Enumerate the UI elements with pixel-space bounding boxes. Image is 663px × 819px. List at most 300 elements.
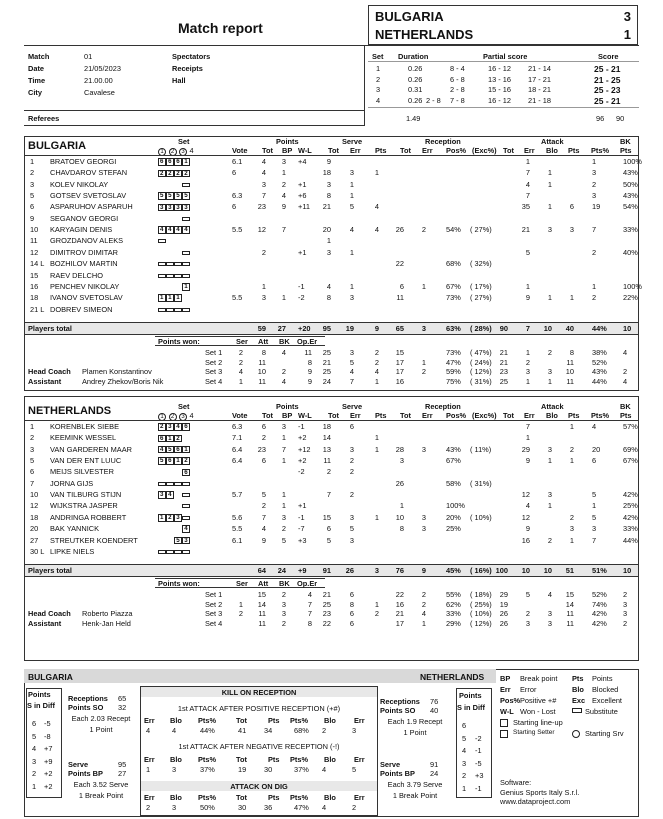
player-number: 30 L (30, 546, 45, 556)
col-reception: Reception (425, 402, 461, 411)
col-sub-header: Err (422, 411, 433, 420)
set-stat-cell: 21 (395, 609, 404, 619)
player-number: 20 (30, 524, 39, 534)
right-points-diff: -1 (475, 746, 482, 755)
stat-cell: 1 (374, 433, 379, 443)
col-sub-header: Err (350, 411, 361, 420)
stat-cell: 20 (322, 225, 331, 235)
player-name: VAN TILBURG STIJN (50, 490, 122, 500)
left-pbp-val: 27 (118, 769, 127, 778)
stat-cell: 15 (322, 512, 331, 522)
stat-cell: 2 (592, 293, 597, 303)
date-label: Date (28, 64, 45, 73)
legend-key: Exc (572, 696, 586, 705)
sets-cell: 1 (376, 64, 381, 73)
col-sub-header: Pts (375, 411, 387, 420)
set-stat-cell: 17 (395, 367, 404, 377)
total-cell: 45% (446, 566, 461, 576)
set-stat-cell: 26 (499, 619, 508, 628)
total-cell: +20 (298, 323, 311, 333)
player-number: 16 (30, 281, 39, 291)
player-name: LIPKE NIELS (50, 546, 95, 556)
set-stat-cell: 7 (307, 609, 312, 619)
kill-neg-val: 4 (322, 765, 327, 774)
stat-cell: 12 (521, 512, 530, 522)
stat-cell: 6 (349, 422, 354, 431)
stat-cell: 3 (349, 168, 354, 178)
set-stat-cell: 75% (446, 376, 461, 386)
col-sub-header: Err (350, 146, 361, 155)
total-cell: ( 16%) (470, 566, 492, 576)
kill-neg-title: 1st ATTACK AFTER NEGATIVE RECEPTION (-!) (178, 742, 340, 751)
set-stat-cell: 2 (525, 357, 530, 367)
dig-val: 47% (294, 803, 309, 812)
stat-cell: 26 (395, 478, 404, 488)
player-number: 12 (30, 247, 39, 257)
stat-cell: 18 (322, 422, 331, 431)
stat-cell: 1 (421, 281, 426, 291)
left-points-diff: -8 (44, 731, 51, 741)
set-stat-cell: 43% (592, 367, 607, 377)
set-stat-cell: 47% (446, 357, 461, 367)
points-won-header: Op.Er (297, 336, 318, 346)
total-cell: 9 (374, 323, 379, 333)
player-name: RAEV DELCHO (50, 270, 103, 280)
stat-cell: 1 (547, 501, 552, 511)
set-stat-cell: 2 (421, 590, 426, 600)
legend-desc: Starting Srv (585, 729, 624, 738)
kill-col-header: Tot (236, 716, 247, 725)
set-stat-cell: 21 (499, 357, 508, 367)
stat-cell: 6 (232, 202, 237, 212)
sets-cell: 6 - 8 (450, 74, 465, 84)
right-points-s: 5 (462, 733, 467, 743)
stat-cell: 100% (623, 157, 642, 166)
stat-cell: 3 (261, 179, 266, 189)
stat-cell: 4 (349, 225, 354, 235)
set-stat-cell: 14 (257, 599, 266, 609)
legend-desc: Blocked (592, 685, 619, 694)
set-stat-cell: 1 (374, 376, 379, 386)
left-pso-label: Points SO (68, 703, 104, 712)
stat-cell: 67% (446, 281, 461, 291)
set-stat-cell: 3 (525, 619, 530, 628)
stat-cell: 14 (322, 433, 331, 443)
stat-cell: +6 (298, 191, 307, 201)
stat-cell: 6 (399, 281, 404, 291)
set-stat-cell: 3 (623, 599, 628, 609)
stat-cell: 43% (446, 444, 461, 454)
kill-pos-val: 34 (264, 726, 273, 735)
stat-cell: 6.4 (232, 456, 243, 466)
player-number: 5 (30, 456, 35, 466)
stat-cell: 2 (421, 225, 426, 235)
right-points-s: 3 (462, 758, 467, 768)
set-boxes: 1 1 1 (158, 293, 190, 302)
city-value: Cavalese (84, 88, 115, 97)
total-cell: 3 (374, 566, 379, 576)
left-each-serve2: 1 Break Point (78, 791, 124, 800)
players-total-label: Players total (28, 566, 72, 576)
kill-col-header: Pts (268, 793, 280, 802)
set-stat-cell: 3 (547, 367, 552, 377)
stat-cell: 28 (395, 444, 404, 454)
sets-cell: 3 (376, 85, 381, 94)
stat-cell: 2 (326, 467, 331, 477)
points-won-header: Ser (236, 579, 248, 589)
stat-cell: 1 (374, 512, 379, 522)
stat-cell: 1 (374, 168, 379, 178)
col-sub-header: Pts (620, 146, 632, 155)
software-website: www.dataproject.com (500, 797, 571, 806)
kill-col-header: Tot (236, 755, 247, 764)
team-a-team-name: BULGARIA (28, 140, 87, 152)
stat-cell: 9 (525, 293, 530, 303)
dig-val: 2 (352, 803, 357, 812)
set-stat-cell: 1 (421, 357, 426, 367)
left-pso-val: 32 (118, 703, 127, 712)
set-stat-cell: 2 (238, 347, 243, 357)
set-boxes: 3 3 3 3 (158, 202, 190, 211)
set-stat-cell: 2 (547, 347, 552, 357)
set-stat-cell: 44% (592, 376, 607, 386)
report-title: Match report (178, 20, 263, 36)
kill-col-header: Blo (170, 793, 182, 802)
stat-cell: 8 (326, 293, 331, 303)
stat-cell: 1 (326, 236, 331, 246)
stat-cell: ( 17%) (470, 281, 492, 291)
sets-cell: 16 - 12 (488, 64, 512, 73)
col-attack: Attack (541, 402, 564, 411)
stat-cell: 1 (374, 444, 379, 454)
stat-cell: 4 (261, 168, 266, 178)
sets-col-partial: Partial score (483, 52, 528, 61)
stat-cell: 3 (349, 444, 354, 454)
stat-cell: 7 (281, 225, 286, 235)
player-name: KORENBLEK SIEBE (50, 422, 120, 431)
player-number: 9 (30, 213, 35, 223)
right-each-serve: Each 3.79 Serve (387, 780, 443, 789)
stat-cell: 33% (623, 524, 638, 534)
set-stat-cell: 4 (349, 367, 354, 377)
stat-cell: -2 (298, 467, 305, 477)
kill-pos-val: 44% (200, 726, 215, 735)
total-cell: 40 (565, 323, 574, 333)
stat-cell: 3 (421, 512, 426, 522)
set-label: Set 2 (205, 357, 223, 367)
stat-cell: 44% (623, 535, 638, 545)
stat-cell: 3 (281, 422, 286, 431)
stat-cell: 5 (349, 524, 354, 534)
player-name: DOBREV SIMEON (50, 304, 113, 314)
stat-cell: -7 (298, 524, 305, 534)
stat-cell: 21 (521, 225, 530, 235)
legend-key: BP (500, 674, 511, 683)
sets-cell: 21 - 18 (528, 95, 552, 105)
referees-label: Referees (28, 114, 60, 123)
kill-neg-val: 3 (172, 765, 177, 774)
stat-cell: 3 (592, 191, 597, 201)
stat-cell: 1 (569, 293, 574, 303)
stat-cell: 7 (261, 191, 266, 201)
stat-cell: 69% (623, 444, 638, 454)
set-stat-cell: 21 (322, 590, 331, 600)
set-stat-cell: 6 (349, 609, 354, 619)
legend-key: Blo (572, 685, 584, 694)
set-stat-cell: 38% (592, 347, 607, 357)
stat-cell: 2 (569, 512, 574, 522)
set-stat-cell: 3 (349, 347, 354, 357)
stat-cell: 6 (261, 422, 266, 431)
left-points-s: 4 (32, 744, 37, 753)
stat-cell: 7 (326, 490, 331, 500)
player-name: VAN DER ENT LUUC (50, 456, 122, 466)
sets-cell: 21 - 14 (528, 64, 552, 73)
col-sub-header: Blo (546, 411, 558, 420)
kill-col-header: Pts% (198, 793, 217, 802)
total-points-b: 90 (616, 114, 625, 123)
stat-cell: 20 (592, 444, 601, 454)
set-stat-cell: 8 (261, 347, 266, 357)
stat-cell: 5 (525, 247, 530, 257)
stat-cell: 4 (592, 422, 597, 431)
sets-cell: 0.31 (408, 85, 423, 94)
total-cell: 10 (623, 323, 632, 333)
stat-cell: 67% (446, 456, 461, 466)
stat-cell: +1 (298, 179, 307, 189)
stat-cell: 40% (623, 247, 638, 257)
kill-neg-val: 37% (294, 765, 309, 774)
stat-cell: 3 (349, 512, 354, 522)
right-points-diff: -2 (475, 733, 482, 743)
kill-pos-val: 68% (294, 726, 309, 735)
stat-cell: 3 (547, 444, 552, 454)
col-sub-header: Tot (503, 411, 514, 420)
right-each-rec: Each 1.9 Recept (387, 717, 443, 726)
stat-cell: -2 (298, 293, 305, 303)
set-boxes: 6 (158, 467, 190, 476)
summary-right-team: NETHERLANDS (420, 672, 485, 682)
stat-cell: 18 (322, 168, 331, 178)
player-number: 18 (30, 512, 39, 522)
set-stat-cell: 4 (281, 347, 286, 357)
set-stat-cell: 2 (623, 619, 628, 628)
stat-cell: 7 (592, 535, 597, 545)
col-sub-header: Pts (568, 411, 580, 420)
stat-cell: 5.5 (232, 293, 243, 303)
head-coach-name: Plamen Konstantinov (82, 366, 152, 376)
kill-col-header: Err (354, 793, 365, 802)
stat-cell: 5.6 (232, 512, 243, 522)
set-boxes (158, 271, 190, 280)
set-boxes (158, 180, 190, 189)
stat-cell: 7 (592, 225, 597, 235)
legend-desc: Starting Setter (513, 729, 555, 736)
legend-desc: Won - Lost (520, 707, 556, 716)
spectators-label: Spectators (172, 52, 211, 61)
left-points-diff: +2 (44, 769, 53, 778)
kill-col-header: Err (354, 755, 365, 764)
set-stat-cell: 25 (499, 376, 508, 386)
set-stat-cell: 29% (446, 619, 461, 628)
stat-cell: ( 32%) (470, 259, 492, 269)
set-stat-cell: 3 (525, 367, 530, 377)
stat-cell: -1 (298, 422, 305, 431)
player-name: JORNA GIJS (50, 478, 94, 488)
stat-cell: 57% (623, 422, 638, 431)
stat-cell: 42% (623, 512, 638, 522)
set-stat-cell: 16 (395, 599, 404, 609)
stat-cell: 6.1 (232, 535, 243, 545)
stat-cell: 3 (421, 524, 426, 534)
kill-col-header: Err (144, 793, 155, 802)
right-points-diff: -1 (475, 783, 482, 793)
sets-cell: 21 - 25 (594, 74, 621, 85)
player-number: 1 (30, 157, 35, 166)
set-stat-cell: 3 (623, 609, 628, 619)
set-stat-cell: 15 (565, 590, 574, 600)
kill-neg-val: 30 (264, 765, 273, 774)
stat-cell: 5 (349, 202, 354, 212)
legend-desc: Substitute (585, 707, 618, 716)
player-name: ASPARUHOV ASPARUH (50, 202, 133, 212)
col-sub-header: Pts (568, 146, 580, 155)
kill-col-header: Tot (236, 793, 247, 802)
left-pbp-label: Points BP (68, 769, 103, 778)
set-stat-cell: 1 (374, 599, 379, 609)
set-boxes (158, 501, 190, 510)
player-name: WIJKSTRA JASPER (50, 501, 118, 511)
stat-cell: +1 (298, 247, 307, 257)
head-coach-name: Roberto Piazza (82, 609, 133, 619)
player-number: 6 (30, 467, 35, 477)
player-name: BAK YANNICK (50, 524, 100, 534)
stat-cell: 6 (569, 202, 574, 212)
set-stat-cell: 74% (592, 599, 607, 609)
kill-col-header: Pts (268, 755, 280, 764)
stat-cell: +2 (298, 433, 307, 443)
right-points-diff: +3 (475, 771, 484, 780)
dig-val: 50% (200, 803, 215, 812)
set-stat-cell: 11 (566, 609, 574, 619)
player-number: 5 (30, 191, 35, 201)
total-cell: 63% (446, 323, 461, 333)
stat-cell: 19 (592, 202, 601, 212)
total-cell: 100 (495, 566, 508, 576)
left-each-serve: Each 3.52 Serve (73, 780, 129, 789)
total-cell: +9 (298, 566, 307, 576)
right-sin-diff-label: S in Diff (457, 703, 485, 712)
stat-cell: 20% (446, 512, 461, 522)
set-stat-cell: 5 (525, 590, 530, 600)
col-points: Points (276, 137, 299, 146)
col-sub-header: Blo (546, 146, 558, 155)
total-cell: 64 (257, 566, 266, 576)
kill-neg-val: 5 (352, 765, 357, 774)
stat-cell: 1 (569, 535, 574, 545)
set-stat-cell: 1 (525, 376, 530, 386)
dig-val: 30 (238, 803, 247, 812)
kill-col-header: Pts% (198, 755, 217, 764)
team-a-name: BULGARIA (375, 9, 444, 24)
set-stat-cell: 3 (547, 619, 552, 628)
time-value: 21.00.00 (84, 76, 113, 85)
stat-cell: 11 (396, 293, 404, 303)
set-stat-cell: 21 (499, 347, 508, 357)
player-number: 15 (30, 270, 39, 280)
substitute-icon (572, 708, 582, 713)
sets-cell: 4 (376, 95, 381, 105)
right-points-s: 6 (462, 721, 467, 730)
col-sub-header: (Exc%) (472, 411, 497, 420)
player-number: 7 (30, 478, 35, 488)
left-points-diff: -5 (44, 719, 51, 728)
kill-col-header: Pts (268, 716, 280, 725)
stat-cell: 29 (521, 444, 530, 454)
sets-cell: 17 - 21 (528, 74, 552, 84)
col-sub-header: Vote (232, 411, 248, 420)
set-label: Set 3 (205, 609, 223, 619)
stat-cell: 23 (257, 202, 266, 212)
stat-cell: ( 27%) (470, 225, 492, 235)
player-number: 18 (30, 293, 39, 303)
col-sub-header: Pts% (591, 411, 610, 420)
stat-cell: 100% (623, 281, 642, 291)
total-cell: 26 (345, 566, 354, 576)
col-sub-header: W-L (298, 146, 312, 155)
stat-cell: -1 (298, 512, 305, 522)
set-stat-cell: ( 10%) (470, 609, 492, 619)
stat-cell: 1 (281, 293, 286, 303)
stat-cell: 5 (281, 535, 286, 545)
set-boxes: 5 6 1 2 (158, 456, 190, 465)
set-stat-cell: 25 (322, 347, 331, 357)
set-stat-cell: 73% (446, 347, 461, 357)
set-stat-cell: 14 (565, 599, 574, 609)
col-sub-header: Err (524, 146, 535, 155)
assistant-name: Henk-Jan Held (82, 619, 131, 629)
dig-val: 4 (322, 803, 327, 812)
stat-cell: 1 (592, 157, 597, 166)
set-stat-cell: 2 (421, 599, 426, 609)
sets-cell: 25 - 21 (594, 64, 621, 74)
set-stat-cell: 24 (322, 376, 331, 386)
col-sub-header: Err (524, 411, 535, 420)
stat-cell: 7 (525, 191, 530, 201)
set-stat-cell: 1 (525, 347, 530, 357)
set-stat-cell: 62% (446, 599, 461, 609)
set-stat-cell: ( 31%) (470, 376, 492, 386)
dig-val: 36 (264, 803, 273, 812)
set-stat-cell: 1 (547, 376, 552, 386)
kill-neg-val: 19 (238, 765, 247, 774)
set-stat-cell: 15 (395, 347, 404, 357)
left-serve-label: Serve (68, 760, 89, 769)
kill-pos-val: 4 (146, 726, 151, 735)
set-stat-cell: 2 (374, 357, 379, 367)
col-sub-header: W-L (298, 411, 312, 420)
left-points-s: 3 (32, 756, 37, 766)
kill-col-header: Blo (170, 755, 182, 764)
kill-col-header: Blo (324, 716, 336, 725)
right-serve-val: 91 (430, 760, 439, 769)
stat-cell: 9 (525, 456, 530, 466)
player-name: DIMITROV DIMITAR (50, 247, 119, 257)
col-sub-header: Err (422, 146, 433, 155)
stat-cell: 1 (592, 281, 597, 291)
stat-cell: 1 (349, 247, 354, 257)
set-stat-cell: 21 (322, 357, 331, 367)
